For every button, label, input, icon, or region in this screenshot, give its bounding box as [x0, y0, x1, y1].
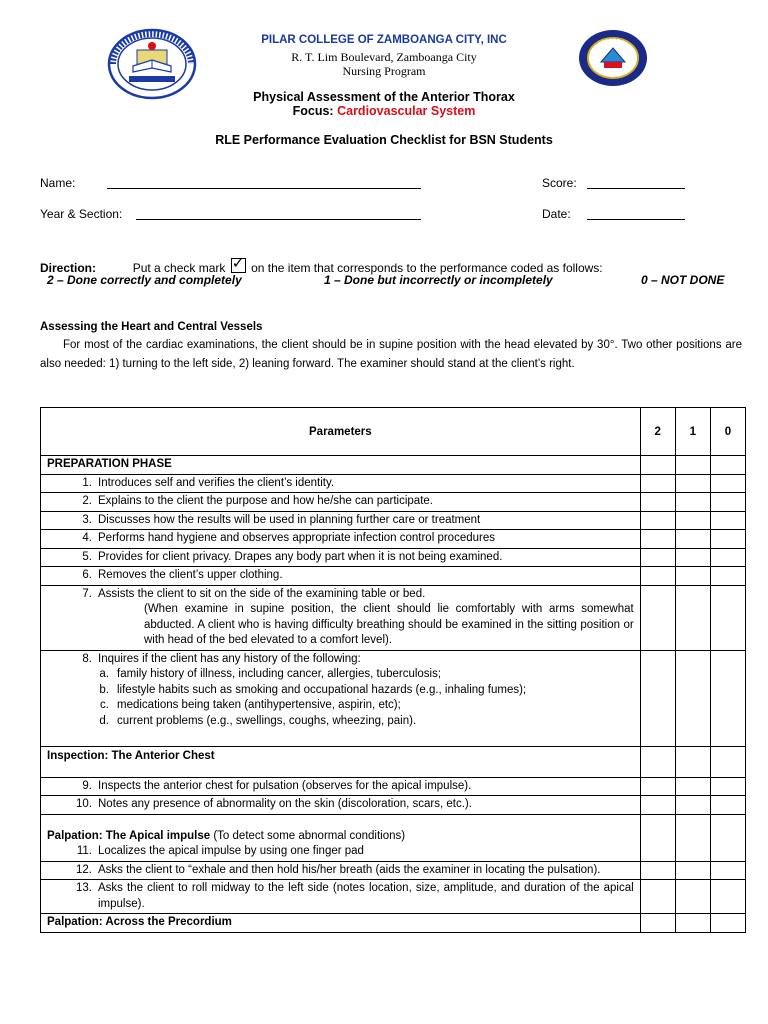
code-2: 2 – Done correctly and completely [47, 273, 242, 287]
focus-value: Cardiovascular System [337, 104, 476, 118]
score-cell-2[interactable] [640, 548, 675, 567]
document-subtitle: RLE Performance Evaluation Checklist for BSN Students [215, 133, 553, 147]
year-section-label: Year & Section: [40, 207, 123, 221]
table-row [41, 796, 746, 815]
score-cell-1[interactable] [675, 777, 710, 796]
phase-title-note: (To detect some abnormal conditions) [210, 829, 406, 842]
item-number: 8. [82, 652, 92, 665]
score-cell-2[interactable] [640, 511, 675, 530]
item-number: 12. [76, 863, 92, 876]
score-cell-1[interactable] [675, 511, 710, 530]
item-number: 11. [76, 845, 92, 857]
item-number: 7. [82, 587, 92, 600]
score-cell-2[interactable] [640, 474, 675, 493]
score-cell-0[interactable] [710, 585, 745, 650]
header-score-1: 1 [675, 408, 710, 456]
table-row [41, 746, 746, 777]
table-row [41, 914, 746, 933]
score-cell-2[interactable] [640, 493, 675, 512]
date-label: Date: [542, 207, 571, 221]
table-row [41, 493, 746, 512]
score-cell-2[interactable] [640, 746, 675, 777]
score-cell-2[interactable] [640, 650, 675, 746]
score-cell-2[interactable] [640, 861, 675, 880]
score-cell-2[interactable] [640, 796, 675, 815]
score-cell-1[interactable] [675, 880, 710, 914]
item-text: Inquires if the client has any history of the following: [98, 652, 361, 665]
score-cell-0[interactable] [710, 511, 745, 530]
item-text: Assists the client to sit on the side of the examining table or bed. [98, 587, 426, 600]
phase-title: Palpation: The Apical impulse [47, 829, 211, 842]
phase-title: Inspection: The Anterior Chest [47, 749, 215, 762]
name-field[interactable] [107, 176, 421, 189]
section-title: Assessing the Heart and Central Vessels [40, 321, 263, 333]
item-text: Notes any presence of abnormality on the skin (discoloration, scars, etc.). [98, 798, 472, 810]
direction-text-before: Put a check mark [132, 261, 226, 275]
item-text: Asks the client to “exhale and then hold his/her breath (aids the examiner in locating the pulsation). [98, 863, 601, 876]
score-cell-1[interactable] [675, 814, 710, 861]
table-row [41, 456, 746, 475]
score-cell-0[interactable] [710, 650, 745, 746]
score-cell-2[interactable] [640, 456, 675, 475]
item-number: 10. [76, 798, 92, 810]
checklist-table [40, 407, 746, 933]
sub-item-letter: a. [99, 668, 109, 680]
sub-item-text: medications being taken (antihypertensive, aspirin, etc); [117, 699, 401, 711]
table-row [41, 880, 746, 914]
score-cell-0[interactable] [710, 493, 745, 512]
program-name: Nursing Program [342, 64, 426, 78]
item-number: 5. [82, 550, 92, 563]
score-cell-1[interactable] [675, 548, 710, 567]
item-text: Explains to the client the purpose and how he/she can participate. [98, 495, 433, 507]
table-row [41, 814, 746, 861]
section-body: For most of the cardiac examinations, the client should be in supine position with the head elevated by 30°. Two other positions are also needed: 1) turning to the left side, 2) leaning forward. The examiner should stand at the client’s right. [40, 339, 742, 370]
phase-title-line [47, 816, 634, 845]
table-row [41, 585, 746, 650]
score-cell-1[interactable] [675, 650, 710, 746]
item-number: 13. [76, 882, 92, 894]
sub-item-letter: c. [100, 699, 109, 711]
table-row [41, 861, 746, 880]
college-address: R. T. Lim Boulevard, Zamboanga City [291, 50, 477, 64]
score-cell-2[interactable] [640, 914, 675, 933]
score-cell-2[interactable] [640, 814, 675, 861]
table-row [41, 474, 746, 493]
score-cell-0[interactable] [710, 530, 745, 549]
score-cell-0[interactable] [710, 746, 745, 777]
item-text: Discusses how the results will be used in planning further care or treatment [98, 513, 481, 526]
score-cell-0[interactable] [710, 814, 745, 861]
score-cell-1[interactable] [675, 585, 710, 650]
score-cell-2[interactable] [640, 777, 675, 796]
header-parameters: Parameters [41, 408, 641, 456]
item-text: Removes the client’s upper clothing. [98, 569, 283, 581]
score-cell-2[interactable] [640, 567, 675, 586]
score-cell-0[interactable] [710, 548, 745, 567]
score-cell-1[interactable] [675, 456, 710, 475]
college-name: PILAR COLLEGE OF ZAMBOANGA CITY, INC [261, 34, 507, 46]
score-cell-1[interactable] [675, 796, 710, 815]
table-row [41, 511, 746, 530]
sub-item-letter: b. [99, 683, 109, 696]
item-text: Inspects the anterior chest for pulsation (observes for the apical impulse). [98, 779, 472, 792]
sub-item-text: lifestyle habits such as smoking and occupational hazards (e.g., inhaling fumes); [117, 683, 527, 696]
code-1: 1 – Done but incorrectly or incompletely [324, 273, 553, 287]
score-cell-1[interactable] [675, 474, 710, 493]
focus-line [0, 104, 768, 118]
table-row [41, 650, 746, 746]
item-number: 1. [82, 476, 92, 489]
sub-item-text: family history of illness, including cancer, allergies, tuberculosis; [117, 668, 442, 680]
table-row [41, 777, 746, 796]
score-cell-0[interactable] [710, 777, 745, 796]
score-cell-2[interactable] [640, 585, 675, 650]
score-field[interactable] [587, 176, 685, 189]
score-cell-1[interactable] [675, 567, 710, 586]
name-label: Name: [40, 176, 76, 190]
table-row [41, 530, 746, 549]
score-cell-0[interactable] [710, 914, 745, 933]
score-cell-1[interactable] [675, 861, 710, 880]
sub-item-text: current problems (e.g., swellings, coughs, wheezing, pain). [117, 714, 417, 727]
table-row [41, 548, 746, 567]
item-number: 9. [82, 779, 92, 792]
score-cell-2[interactable] [640, 880, 675, 914]
score-cell-0[interactable] [710, 796, 745, 815]
item-text: Asks the client to roll midway to the left side (notes location, size, amplitude, and duration of the apical impulse). [98, 882, 634, 910]
table-header-row [41, 408, 746, 456]
score-cell-0[interactable] [710, 567, 745, 586]
score-cell-0[interactable] [710, 456, 745, 475]
header-score-0: 0 [710, 408, 745, 456]
score-cell-2[interactable] [640, 530, 675, 549]
direction-label: Direction: [40, 261, 97, 275]
item-7-note: (When examine in supine position, the client should lie comfortably with arms somewhat abducted. A client who is having difficulty breathing should be examined in the sitting position or with head of the bed elevated to a comfort level). [144, 603, 634, 646]
score-cell-0[interactable] [710, 474, 745, 493]
score-cell-0[interactable] [710, 861, 745, 880]
score-cell-0[interactable] [710, 880, 745, 914]
year-section-field[interactable] [136, 207, 421, 220]
score-cell-1[interactable] [675, 530, 710, 549]
phase-title: Palpation: Across the Precordium [47, 916, 232, 928]
score-cell-1[interactable] [675, 914, 710, 933]
table-row [41, 567, 746, 586]
focus-label: Focus: [292, 104, 334, 118]
header-score-2: 2 [640, 408, 675, 456]
item-number: 3. [82, 513, 92, 526]
document-title: Physical Assessment of the Anterior Thorax [253, 90, 515, 104]
sub-item-letter: d. [99, 714, 109, 727]
item-text: Performs hand hygiene and observes appropriate infection control procedures [98, 532, 495, 544]
item-text: Localizes the apical impulse by using one finger pad [98, 845, 364, 857]
score-cell-1[interactable] [675, 746, 710, 777]
direction-text-after: on the item that corresponds to the performance coded as follows: [251, 261, 603, 275]
score-cell-1[interactable] [675, 493, 710, 512]
item-text: Provides for client privacy. Drapes any body part when it is not being examined. [98, 550, 503, 563]
item-text: Introduces self and verifies the client’s identity. [98, 476, 335, 489]
item-number: 4. [82, 532, 92, 544]
code-0: 0 – NOT DONE [641, 273, 725, 287]
checkmark-icon [231, 258, 246, 273]
score-label: Score: [542, 176, 577, 190]
phase-title: PREPARATION PHASE [47, 458, 172, 470]
date-field[interactable] [587, 207, 685, 220]
item-number: 2. [82, 495, 92, 507]
item-number: 6. [82, 569, 92, 581]
